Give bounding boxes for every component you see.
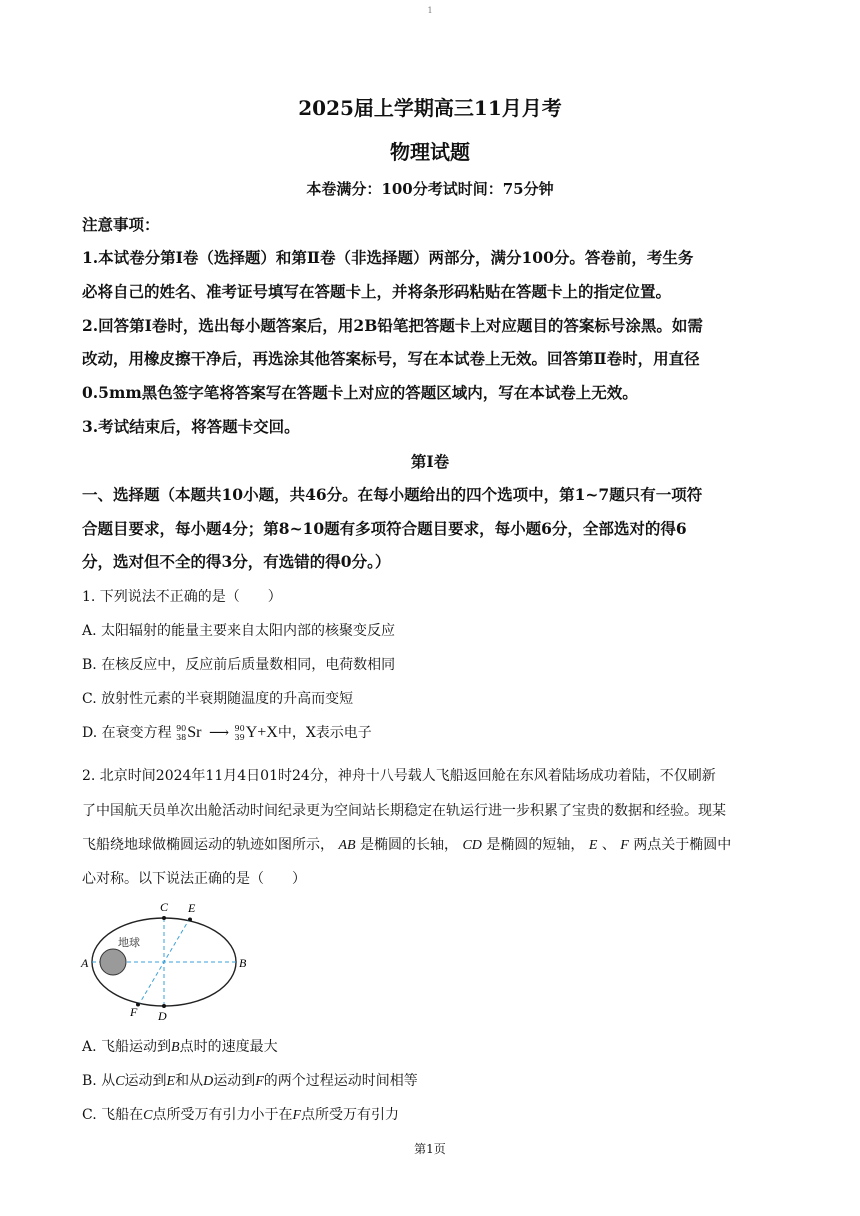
var-f: F: [620, 838, 629, 853]
section-title: 第Ⅰ卷: [410, 452, 450, 471]
part-line-3: 分，选对但不全的得3分，有选错的得0分。）: [82, 552, 391, 571]
q2-c-text-2: 点所受万有引力小于在: [152, 1107, 293, 1123]
label-d: D: [158, 1009, 167, 1023]
label-c: C: [160, 900, 169, 914]
yttrium-nuclide: [235, 724, 258, 742]
var-e: E: [588, 838, 598, 853]
q2-a-text-2: 点时的速度最大: [179, 1039, 278, 1055]
notice-line-4: 改动，用橡皮擦干净后，再选涂其他答案标号，写在本试卷上无效。回答第Ⅱ卷时，用直径: [82, 349, 700, 368]
earth-label: 地球: [118, 936, 140, 949]
q1-d-suffix: 中，X表示电子: [277, 725, 372, 741]
plus-sign: +: [257, 724, 267, 741]
q2-option-c: [82, 1104, 780, 1124]
var-f: F: [255, 1074, 264, 1089]
q1-option-a: A. 太阳辐射的能量主要来自太阳内部的核聚变反应: [82, 623, 396, 639]
q2-option-b: [82, 1070, 780, 1090]
header-mark: 1: [427, 6, 433, 15]
var-f: F: [292, 1108, 302, 1123]
q2-b-text-3: 和从: [175, 1073, 204, 1089]
q2-c-text-3: 点所受万有引力: [301, 1107, 400, 1123]
var-e: E: [166, 1074, 176, 1089]
exam-info: 本卷满分：100分考试时间：75分钟: [306, 180, 554, 198]
point-d-dot: [162, 1004, 166, 1008]
q1-d-prefix: D. 在衰变方程: [82, 725, 172, 741]
q2-line3-text-5: 两点关于椭圆中: [633, 837, 732, 853]
var-ab: AB: [338, 838, 356, 853]
strontium-nuclide: [176, 724, 201, 742]
q2-line3-text-4: 、: [601, 837, 616, 853]
point-c-dot: [162, 916, 166, 920]
q1-option-c: C. 放射性元素的半衰期随温度的升高而变短: [82, 691, 354, 707]
q2-b-text-1: B. 从: [82, 1073, 116, 1089]
reaction-arrow: ⟶: [208, 725, 228, 741]
part-line-2: 合题目要求，每小题4分；第8~10题有多项符合题目要求，每小题6分，全部选对的得6: [82, 519, 687, 538]
earth-icon: [100, 949, 126, 975]
q2-line3-text-3: 是椭圆的短轴，: [486, 837, 585, 853]
orbit-diagram: [80, 896, 260, 1026]
var-d: D: [203, 1074, 214, 1089]
q1-option-d: [82, 722, 780, 742]
q2-b-text-5: 的两个过程运动时间相等: [263, 1073, 418, 1089]
q2-stem-line-3: [82, 834, 780, 854]
q2-stem-line-1: 2. 北京时间2024年11月4日01时24分，神舟十八号载人飞船返回舱在东风着陆场成功着陆，不仅刷新: [82, 768, 716, 784]
q1-stem: 1. 下列说法不正确的是（ ）: [82, 589, 282, 605]
q2-line3-text-2: 是椭圆的长轴，: [360, 837, 459, 853]
q2-b-text-4: 运动到: [213, 1073, 256, 1089]
x-symbol: X: [266, 724, 278, 741]
var-b: B: [171, 1040, 180, 1055]
q2-stem-line-2: 了中国航天员单次出舱活动时间纪录更为空间站长期稳定在轨运行进一步积累了宝贵的数据和经验。现某: [82, 803, 726, 819]
notice-line-3: 2.回答第Ⅰ卷时，选出每小题答案后，用2B铅笔把答题卡上对应题目的答案标号涂黑。如需: [82, 316, 703, 335]
label-f: F: [130, 1005, 138, 1019]
subject-title: 物理试题: [390, 140, 470, 164]
notice-line-6: 3.考试结束后，将答题卡交回。: [82, 417, 300, 436]
label-a: A: [81, 956, 89, 970]
q2-b-text-2: 运动到: [124, 1073, 167, 1089]
var-c: C: [143, 1108, 153, 1123]
y-charge-number: 39: [234, 733, 245, 742]
label-e: E: [188, 901, 196, 915]
var-cd: CD: [462, 838, 482, 853]
q2-a-text-1: A. 飞船运动到: [82, 1039, 172, 1055]
q2-line3-text-1: 飞船绕地球做椭圆运动的轨迹如图所示，: [82, 837, 334, 853]
q2-c-text-1: C. 飞船在: [82, 1107, 144, 1123]
q2-stem-line-4: 心对称。以下说法正确的是（ ）: [82, 871, 306, 887]
notice-line-2: 必将自己的姓名、准考证号填写在答题卡上，并将条形码粘贴在答题卡上的指定位置。: [82, 282, 672, 301]
label-b: B: [239, 956, 247, 970]
notice-line-5: 0.5mm黑色签字笔将答案写在答题卡上对应的答题区域内，写在本试卷上无效。: [82, 383, 638, 402]
part-line-1: 一、选择题（本题共10小题，共46分。在每小题给出的四个选项中，第1~7题只有一项符: [82, 485, 703, 504]
point-e-dot: [188, 918, 192, 922]
exam-title: 2025届上学期高三11月月考: [298, 96, 562, 120]
page-footer: 第1页: [414, 1142, 446, 1156]
sr-charge-number: 38: [176, 733, 187, 742]
var-c: C: [115, 1074, 125, 1089]
notice-line-1: 1.本试卷分第Ⅰ卷（选择题）和第Ⅱ卷（非选择题）两部分，满分100分。答卷前，考生务: [82, 248, 694, 267]
sr-mass-number: 90: [176, 724, 187, 733]
y-symbol: Y: [245, 724, 258, 741]
q2-option-a: [82, 1036, 780, 1056]
notice-title: 注意事项：: [82, 215, 160, 234]
q1-option-b: B. 在核反应中，反应前后质量数相同，电荷数相同: [82, 657, 396, 673]
sr-symbol: Sr: [187, 724, 202, 741]
y-mass-number: 90: [234, 724, 245, 733]
